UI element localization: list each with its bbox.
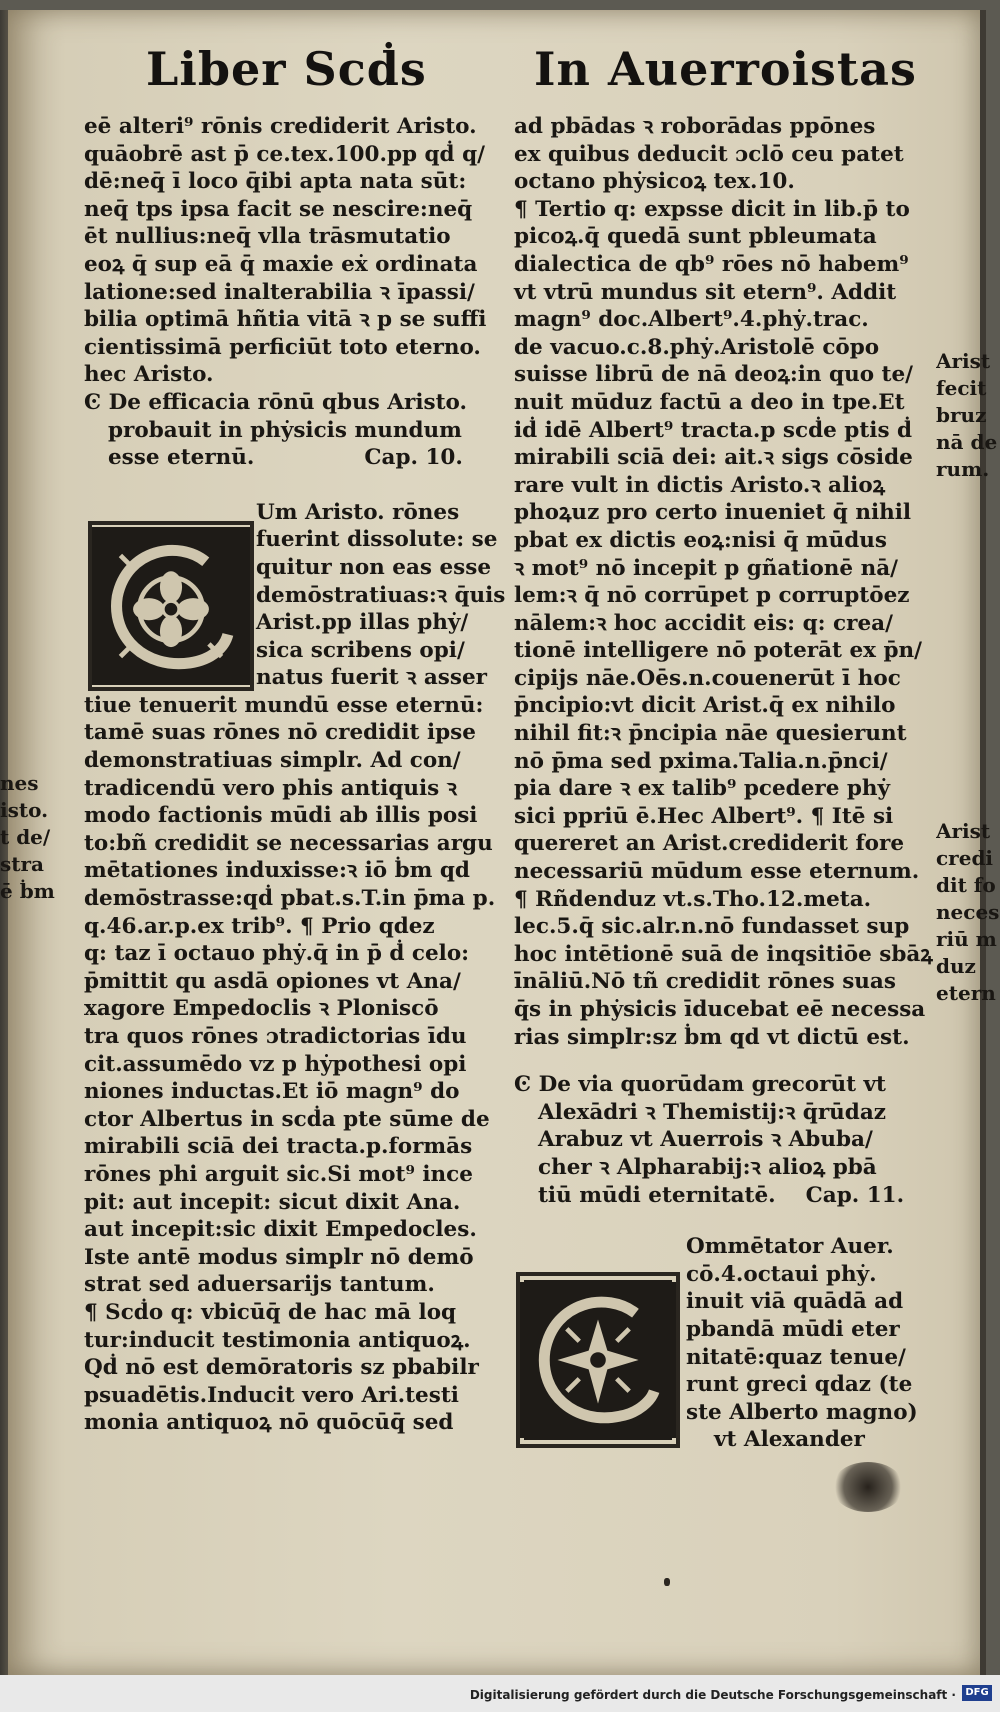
- text-line: quitur non eas esse: [256, 554, 492, 580]
- text-line: vt vtrū mundus sit etern⁹. Addit: [514, 279, 897, 305]
- text-line: tradicendū vero phis antiquis ꝛ: [84, 775, 457, 801]
- text-line: hec Aristo.: [84, 362, 214, 388]
- margin-line: duz: [936, 954, 976, 978]
- floral-initial-icon: [520, 1276, 676, 1444]
- text-line: nō p̄ma sed pxima.Talia.n.p̄nci/: [514, 748, 888, 774]
- margin-line: credi: [936, 846, 994, 870]
- chapter-heading-text: De efficacia rōnū qbus Aristo.: [108, 389, 467, 415]
- decorated-initial-c: [516, 1272, 680, 1448]
- chapter-number: Cap. 11.: [805, 1182, 905, 1208]
- text-line: monia antiquoꝝ nō quōcūq̄ sed: [84, 1410, 454, 1436]
- text-line: eē alteri⁹ rōnis crediderit Aristo.: [84, 114, 477, 139]
- text-line: ¶ Rñdenduz vt.s.Tho.12.meta.: [514, 886, 872, 912]
- running-head-left: Liber Scḋs: [146, 42, 427, 96]
- chapter-heading-line: cher ꝛ Alpharabij:ꝛ alioꝝ pbā: [538, 1154, 877, 1180]
- chapter-heading-text: De via quorūdam grecorūt vt: [538, 1072, 886, 1098]
- margin-line: riū m: [936, 927, 997, 951]
- chapter-heading-line: Arabuz vt Auerrois ꝛ Abuba/: [538, 1127, 873, 1153]
- text-line: necessariū mūdum esse eternum.: [514, 859, 920, 885]
- text-line: inuit viā quādā ad: [686, 1289, 904, 1315]
- digitization-credit-bar: [0, 1675, 1000, 1712]
- text-line: hoc intētionē suā de inqsitiōe sbāꝝ: [514, 941, 933, 967]
- text-line: tionē intelligere nō poterāt ex p̄n/: [514, 638, 922, 664]
- chapter-heading-text: esse eternū.: [108, 445, 255, 471]
- text-line: ex quibus deducit ɔclō ceu patet: [514, 141, 904, 167]
- chapter-11-heading: [514, 1071, 934, 1209]
- text-line: tra quos rōnes ɔtradictorias īdu: [84, 1024, 467, 1049]
- ink-speck: [664, 1578, 670, 1586]
- margin-line: bruz: [936, 403, 987, 427]
- text-line: lem:ꝛ q̄ nō corrūpet p corruptōez: [514, 583, 910, 609]
- margin-line: dit fo: [936, 873, 996, 897]
- text-line: pia dare ꝛ ex talib⁹ pcedere phẏ: [514, 776, 891, 802]
- text-line: nihil fit:ꝛ p̄ncipia nāe quesierunt: [514, 721, 907, 747]
- text-line: pbat ex dictis eoꝝ:nisi q̄ mūdus: [514, 527, 887, 553]
- text-line: p̄mittit qu asdā opiones vt Ana/: [84, 968, 461, 994]
- margin-line: t de/: [0, 825, 51, 849]
- margin-line: stra: [0, 852, 44, 876]
- text-line: dē:neq̄ ī loco q̄ibi apta nata sūt:: [84, 169, 467, 195]
- running-head-right: In Auerroistas: [534, 42, 917, 96]
- chapter-heading-line: probauit in phẏsicis mundum: [108, 417, 462, 443]
- left-column: [84, 113, 514, 1437]
- text-line: rōnes phi arguit sic.Si mot⁹ ince: [84, 1161, 473, 1187]
- text-line: neq̄ tps ipsa facit se nescire:neq̄: [84, 196, 473, 222]
- right-column: [514, 113, 934, 1454]
- text-line: ad pbādas ꝛ roborādas ppōnes: [514, 114, 876, 139]
- chapter-number: Cap. 10.: [364, 445, 463, 471]
- text-line: vt Alexander: [714, 1427, 865, 1453]
- text-line: cipijs nāe.Oēs.n.couenerūt ī hoc: [514, 665, 901, 691]
- text-line: to:bñ credidit se necessarias argu: [84, 830, 493, 856]
- text-line: tur:inducit testimonia antiquoꝝ.: [84, 1327, 471, 1353]
- text-line: mētationes induxisse:ꝛ iō ḃm qd: [84, 858, 470, 884]
- left-margin-notes: [0, 770, 62, 905]
- text-line: runt greci qdaz (te: [686, 1372, 913, 1398]
- chapter-heading-line: [514, 1071, 934, 1099]
- right-margin-notes: [936, 348, 1000, 483]
- text-line: sica scribens opi/: [256, 637, 465, 663]
- text-line: magn⁹ doc.Albert⁹.4.phẏ.trac.: [514, 307, 869, 333]
- text-line: latione:sed inalterabilia ꝛ īpassi/: [84, 279, 475, 305]
- text-line: sici ppriū ē.Hec Albert⁹. ¶ Itē si: [514, 803, 894, 829]
- text-line: tamē suas rōnes nō credidit ipse: [84, 720, 476, 746]
- right-margin-notes-2: [936, 818, 1000, 1007]
- text-line: q̄s in phẏsicis īducebat eē necessa: [514, 997, 926, 1022]
- margin-line: neces: [936, 900, 1000, 924]
- floral-initial-icon: [92, 525, 250, 687]
- chapter-heading-line: Alexādri ꝛ Themistij:ꝛ q̄rūdaz: [538, 1099, 886, 1125]
- text-line: Qḋ nō est demōratoris sz pbabilr: [84, 1355, 479, 1381]
- decorated-initial-c: [88, 521, 254, 691]
- margin-line: Arist: [936, 819, 991, 843]
- text-line: phoꝝuz pro certo inueniet q̄ nihil: [514, 500, 912, 526]
- text-line: cit.assumēdo vz p hẏpothesi opi: [84, 1051, 467, 1077]
- paragraph-mark-icon: Ͼ: [514, 1072, 539, 1098]
- margin-line: nā de: [936, 430, 998, 454]
- text-line: aut incepit:sic dixit Empedocles.: [84, 1217, 477, 1243]
- text-line: iḋ idē Albert⁹ tracta.p scḋe ptis ḋ: [514, 417, 913, 443]
- text-line: Um Aristo. rōnes: [256, 499, 460, 525]
- margin-line: ē ḃm: [0, 879, 55, 903]
- text-line: modo factionis mūdi ab illis posi: [84, 803, 478, 829]
- text-line: demonstratiuas simplr. Ad con/: [84, 748, 461, 774]
- text-line: nālem:ꝛ hoc accidit eis: q: crea/: [514, 610, 893, 636]
- text-line: quereret an Arist.crediderit fore: [514, 831, 905, 857]
- text-line: eoꝝ q̄ sup eā q̄ maxie eẋ ordinata: [84, 251, 478, 277]
- margin-line: rum.: [936, 457, 990, 481]
- text-line: octano phẏsicoꝝ tex.10.: [514, 169, 795, 195]
- text-line: ¶ Tertio q: expsse dicit in lib.p̄ to: [514, 196, 910, 222]
- text-line: natus fuerit ꝛ asser: [256, 665, 488, 691]
- text-line: ēt nullius:neq̄ vlla trāsmutatio: [84, 224, 451, 250]
- chapter-heading-line: [514, 1182, 934, 1210]
- margin-line: fecit: [936, 376, 987, 400]
- text-line: strat sed aduersarijs tantum.: [84, 1272, 435, 1298]
- text-line: lec.5.q̄ sic.alr.n.nō fundasset sup: [514, 914, 910, 940]
- text-line: mirabili sciā dei: ait.ꝛ sigs cōside: [514, 445, 913, 471]
- text-line: dialectica de qb⁹ rōes nō habem⁹: [514, 251, 909, 277]
- text-line: Iste antē modus simplr nō demō: [84, 1244, 474, 1270]
- text-line: mirabili sciā dei tracta.p.formās: [84, 1134, 473, 1160]
- margin-line: isto.: [0, 798, 49, 822]
- text-line: q.46.ar.p.ex trib⁹. ¶ Prio qdez: [84, 913, 435, 939]
- margin-line: Arist: [936, 349, 991, 373]
- text-line: picoꝝ.q̄ quedā sunt pbleumata: [514, 224, 877, 250]
- chapter-heading-line: [84, 389, 514, 417]
- text-line: cientissimā perficiūt toto eterno.: [84, 334, 481, 360]
- ink-stain: [832, 1462, 904, 1512]
- text-line: ste Alberto magno): [686, 1399, 918, 1425]
- text-line: Ommētator Auer.: [686, 1234, 894, 1260]
- text-line: cō.4.octaui phẏ.: [686, 1261, 877, 1287]
- text-line: Arist.pp illas phẏ/: [256, 610, 469, 636]
- margin-line: etern: [936, 981, 996, 1005]
- text-line: de vacuo.c.8.phẏ.Aristolē cōpo: [514, 334, 880, 360]
- text-line: xagore Empedoclis ꝛ Ploniscō: [84, 996, 439, 1022]
- text-line: pit: aut incepit: sicut dixit Ana.: [84, 1189, 461, 1215]
- dfg-logo-icon: DFG: [962, 1685, 992, 1701]
- chapter-10-heading: [84, 389, 514, 472]
- text-line: ¶ Scḋo q: vbicūq̄ de hac mā loq: [84, 1299, 457, 1325]
- text-line: tiue tenuerit mundū esse eternū:: [84, 692, 484, 718]
- text-line: pbandā mūdi eter: [686, 1316, 900, 1342]
- text-line: fuerint dissolute: se: [256, 527, 498, 553]
- text-line: p̄ncipio:vt dicit Arist.q̄ ex nihilo: [514, 693, 896, 719]
- text-line: nuit mūduz factū a deo in tpe.Et: [514, 389, 905, 415]
- text-line: niones inductas.Et iō magn⁹ do: [84, 1079, 460, 1105]
- text-line: suisse librū de nā deoꝝ:in quo te/: [514, 362, 913, 388]
- paragraph-mark-icon: Ͼ: [84, 389, 109, 415]
- text-line: demōstratiuas:ꝛ q̄uis: [256, 582, 506, 608]
- margin-line: nes: [0, 771, 39, 795]
- text-line: demōstrasse:qḋ pbat.s.T.in p̄ma p.: [84, 886, 496, 912]
- text-line: quāobrē ast p̄ ce.tex.100.pp qḋ q/: [84, 141, 485, 167]
- text-line: ctor Albertus in scḋa pte sūme de: [84, 1106, 490, 1132]
- text-line: īnāliū.Nō tñ credidit rōnes suas: [514, 969, 896, 995]
- chapter-heading-line: [84, 444, 514, 472]
- text-line: rias simplr:sz ḃm qd vt dictū est.: [514, 1024, 910, 1050]
- text-line: rare vult in dictis Aristo.ꝛ alioꝝ: [514, 472, 886, 498]
- chapter-heading-text: tiū mūdi eternitatē.: [538, 1182, 776, 1208]
- digitization-credit: Digitalisierung gefördert durch die Deutsche Forschungsgemeinschaft ·: [469, 1688, 956, 1702]
- text-line: psuadētis.Inducit vero Ari.testi: [84, 1382, 459, 1408]
- text-line: bilia optimā hñtia vitā ꝛ p se suffi: [84, 307, 487, 333]
- text-line: q: taz ī octauo phẏ.q̄ in p̄ ḋ celo:: [84, 941, 470, 967]
- text-line: ꝛ mot⁹ nō incepit p gñationē nā/: [514, 555, 899, 581]
- text-line: nitatē:quaz tenue/: [686, 1344, 906, 1370]
